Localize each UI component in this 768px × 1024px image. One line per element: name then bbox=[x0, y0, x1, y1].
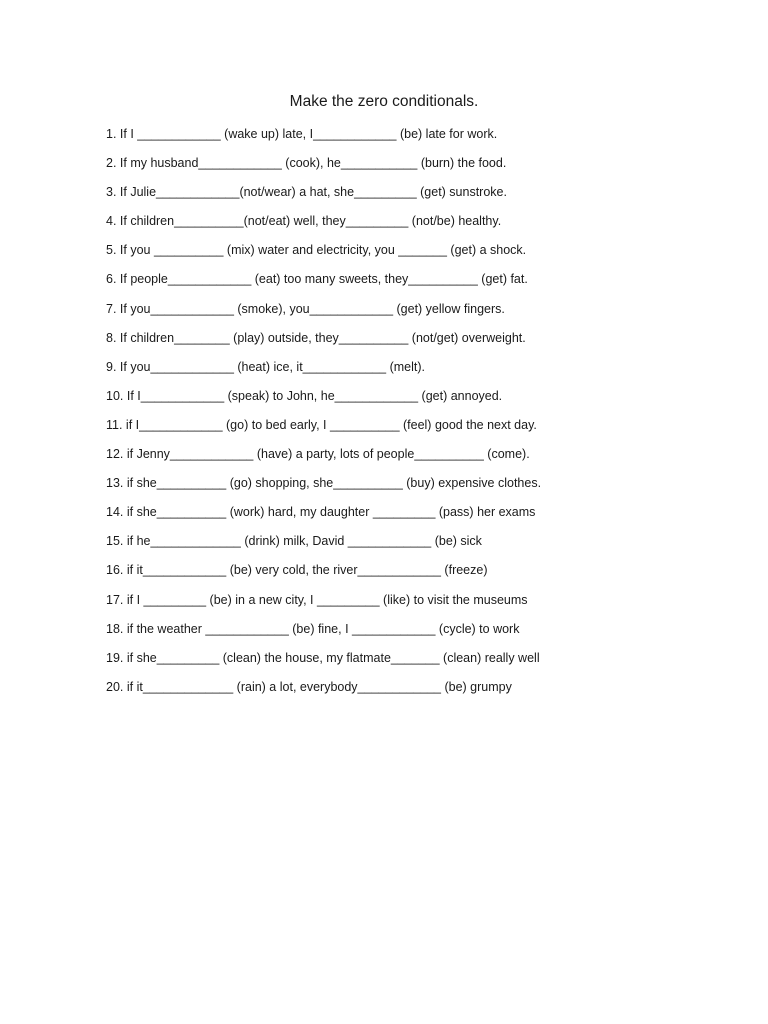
exercise-item-4: 4. If children__________(not/eat) well, they_________ (not/be) healthy. bbox=[106, 214, 502, 229]
exercise-item-6: 6. If people____________ (eat) too many sweets, they__________ (get) fat. bbox=[106, 272, 528, 287]
exercise-item-15: 15. if he_____________ (drink) milk, David ____________ (be) sick bbox=[106, 534, 482, 549]
exercise-item-16: 16. if it____________ (be) very cold, the river____________ (freeze) bbox=[106, 563, 488, 578]
exercise-item-11: 11. if I____________ (go) to bed early, I __________ (feel) good the next day. bbox=[106, 417, 537, 432]
exercise-item-17: 17. if I _________ (be) in a new city, I _________ (like) to visit the museums bbox=[106, 592, 528, 607]
exercise-item-18: 18. if the weather ____________ (be) fine, I ____________ (cycle) to work bbox=[106, 621, 520, 636]
exercise-item-1: 1. If I ____________ (wake up) late, I____________ (be) late for work. bbox=[106, 127, 498, 141]
worksheet-title: Make the zero conditionals. bbox=[289, 93, 479, 110]
exercise-item-20: 20. if it_____________ (rain) a lot, everybody____________ (be) grumpy bbox=[106, 679, 512, 694]
exercise-item-12: 12. if Jenny____________ (have) a party, lots of people__________ (come). bbox=[106, 447, 530, 462]
exercise-item-9: 9. If you____________ (heat) ice, it____________ (melt). bbox=[106, 359, 425, 374]
exercise-item-10: 10. If I____________ (speak) to John, he____________ (get) annoyed. bbox=[106, 388, 503, 403]
exercise-item-3: 3. If Julie____________(not/wear) a hat, she_________ (get) sunstroke. bbox=[106, 185, 507, 200]
exercise-item-7: 7. If you____________ (smoke), you____________ (get) yellow fingers. bbox=[106, 301, 505, 316]
exercise-item-8: 8. If children________ (play) outside, they__________ (not/get) overweight. bbox=[106, 330, 526, 345]
exercise-item-19: 19. if she_________ (clean) the house, my flatmate_______ (clean) really well bbox=[106, 650, 540, 665]
exercise-item-14: 14. if she__________ (work) hard, my daughter _________ (pass) her exams bbox=[106, 505, 536, 520]
exercise-item-2: 2. If my husband____________ (cook), he___________ (burn) the food. bbox=[106, 156, 507, 171]
exercise-item-13: 13. if she__________ (go) shopping, she__________ (buy) expensive clothes. bbox=[106, 476, 542, 491]
exercise-item-5: 5. If you __________ (mix) water and electricity, you _______ (get) a shock. bbox=[106, 243, 527, 258]
exercise-list bbox=[106, 124, 541, 706]
